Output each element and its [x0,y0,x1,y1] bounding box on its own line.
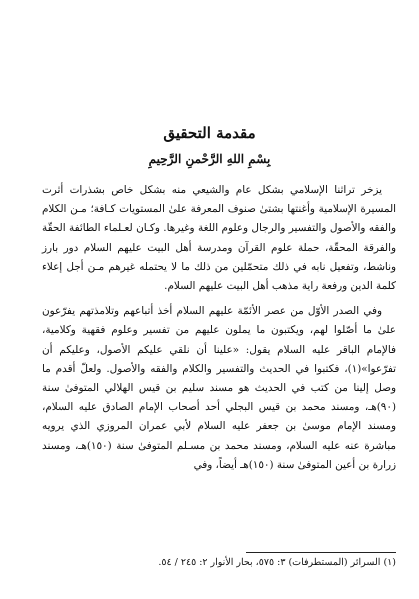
basmala: بِسْمِ اللهِ الرَّحْمنِ الرَّحِيمِ [148,152,271,166]
paragraph-2: وفي الصدر الأوّل من عصر الأئمّة عليهم السلام أخذ أتباعهم وتلامذتهم يفرّعون علىٰ ما أصّلوا لهم، ويكتبون ما يملون عليهم من تفسير وعلوم فقهية وكلامية، فالإمام الباقر عليه السلام يقول: «علينا أن نلقي عليكم الأصول، وعليكم أن تفرّعوا»(١)، فكتبوا في الحديث والتفسير والكلام والفقه والأصول. ولعلّ أقدم ما وصل إلينا من كتب في الحديث هو مسند سليم بن قيس الهلالي المتوفىٰ سنة (٩٠)هـ، ومسند محمد بن قيس البجلي أحد أصحاب الإمام الصادق عليه السلام، ومسند الإمام موسىٰ بن جعفر عليه السلام لأبي عمران المروزي الذي يرويه مباشرة عنه عليه السلام، ومسند محمد بن مسـلم المتوفىٰ سنة (١٥٠)هـ، ومسند زرارة بن أعين المتوفىٰ سنة (١٥٠)هـ أيضاً، وفي [42,305,396,471]
page-title: مقدمة التحقيق [163,124,256,142]
footnote: (١) السرائر (المستطرفات) ٣: ٥٧٥، بحار الأنوار ٢: ٢٤٥ / ٥٤. [158,557,396,568]
paragraph-1: يزخر تراثنا الإسلامي بشكل عام والشيعي منه بشكل خاص بشذرات أثرت المسيرة الإسلامية وأغنتها بشتىٰ صنوف المعرفة علىٰ المستويات كـافة؛ مـن الكلام والفقه والأصول والتفسير والرجال وعلوم اللغة وغيرها. وكـان لعـلماء الطائفة الحقّة والفرقة المحقّة، حملة علوم القرآن ومدرسة أهل البيت عليهم السلام دور بارز وناشط، وتفعيل نابه في ذلك متحمّلين من ذلك ما لا يحتمله غيرهم مـن أجل إعلاء كلمة الدين ورفعة راية مذهب أهل البيت عليهم السلام. [42,184,396,293]
body-text [42,181,396,481]
footnote-divider [246,552,396,553]
